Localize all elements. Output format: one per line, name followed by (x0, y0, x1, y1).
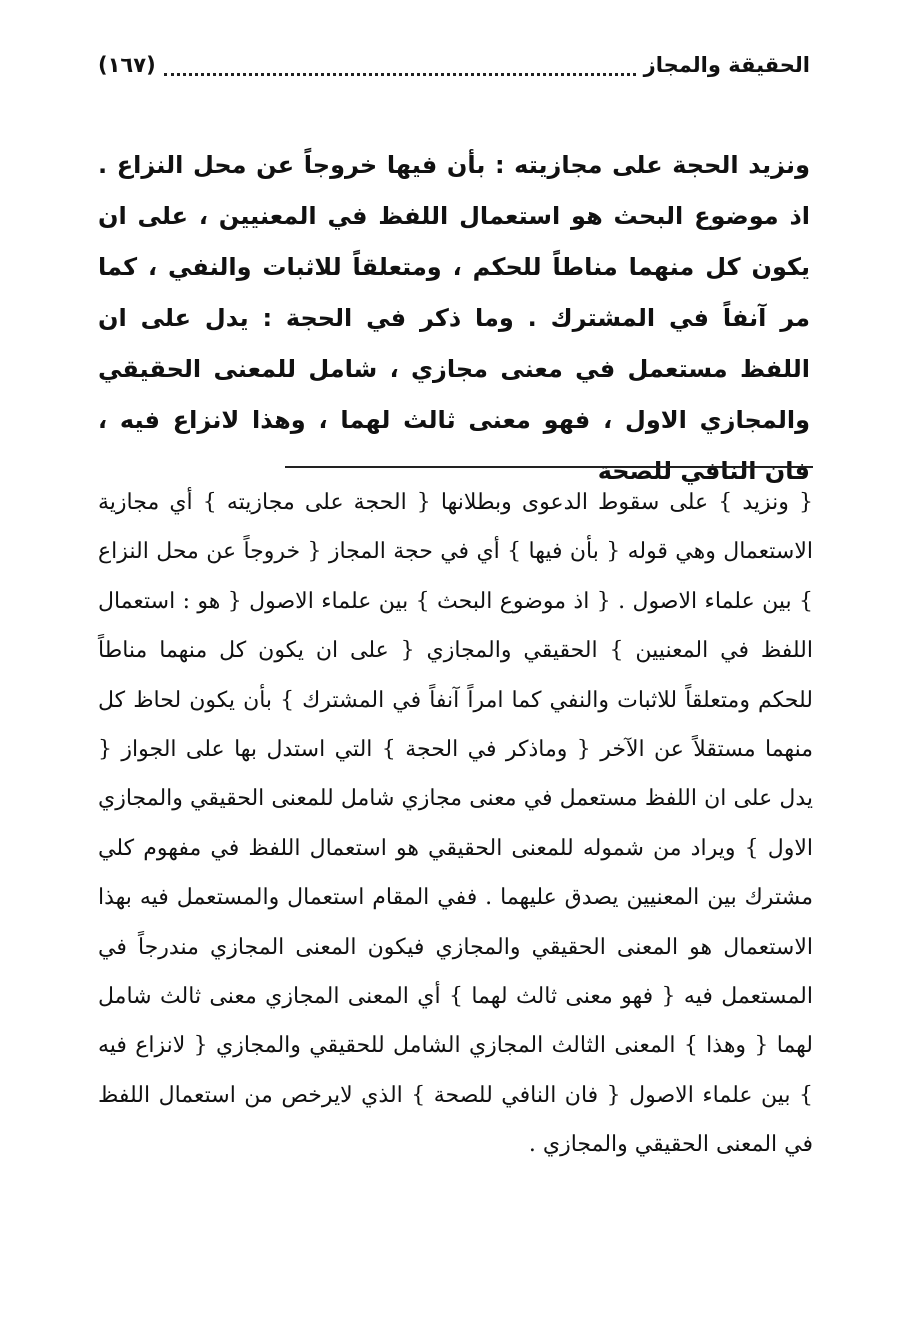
chapter-title: الحقيقة والمجاز (643, 53, 810, 77)
main-text: ونزيد الحجة على مجازيته : بأن فيها خروجاً عن محل النزاع . اذ موضوع البحث هو استعمال اللفظ في المعنيين ، على ان يكون كل منهما مناطاً للحكم ، ومتعلقاً للاثبات والنفي ، كما مر آنفاً في المشترك . وما ذكر في الحجة : يدل على ان اللفظ مستعمل في معنى مجازي ، شامل للمعنى الحقيقي والمجازي الاول ، فهو معنى ثالث لهما ، وهذا لانزاع فيه ، فان النافي للصحة (98, 151, 810, 485)
running-header (98, 42, 810, 88)
commentary-text: { ونزيد } على سقوط الدعوى وبطلانها { الحجة على مجازيته } أي مجازية الاستعمال وهي قوله { بأن فيها } أي في حجة المجاز { خروجاً عن محل النزاع } بين علماء الاصول . { اذ موضوع البحث } بين علماء الاصول { هو : استعمال اللفظ في المعنيين } الحقيقي والمجازي { على ان يكون كل منهما مناطاً للحكم ومتعلقاً للاثبات والنفي كما امراً آنفاً في المشترك } بأن يكون لحاظ كل منهما مستقلاً عن الآخر { وماذكر في الحجة } التي استدل بها على الجواز { يدل على ان اللفظ مستعمل في معنى مجازي شامل للمعنى الحقيقي والمجازي الاول } ويراد من شموله للمعنى الحقيقي هو استعمال اللفظ في مفهوم كلي مشترك بين المعنيين يصدق عليهما . ففي المقام استعمال والمستعمل فيه بهذا الاستعمال هو المعنى الحقيقي والمجازي فيكون المعنى المجازي مندرجاً في المستعمل فيه { فهو معنى ثالث لهما } أي المعنى المجازي معنى ثالث شامل لهما { وهذا } المعنى الثالث المجازي الشامل للحقيقي والمجازي { لانزاع فيه } بين علماء الاصول { فان النافي للصحة } الذي لايرخص من استعمال اللفظ في المعنى الحقيقي والمجازي . (98, 490, 813, 1158)
header-dotted-leader (164, 59, 636, 76)
page-number: (١٦٧) (98, 53, 156, 77)
text-separator-line (285, 466, 813, 468)
